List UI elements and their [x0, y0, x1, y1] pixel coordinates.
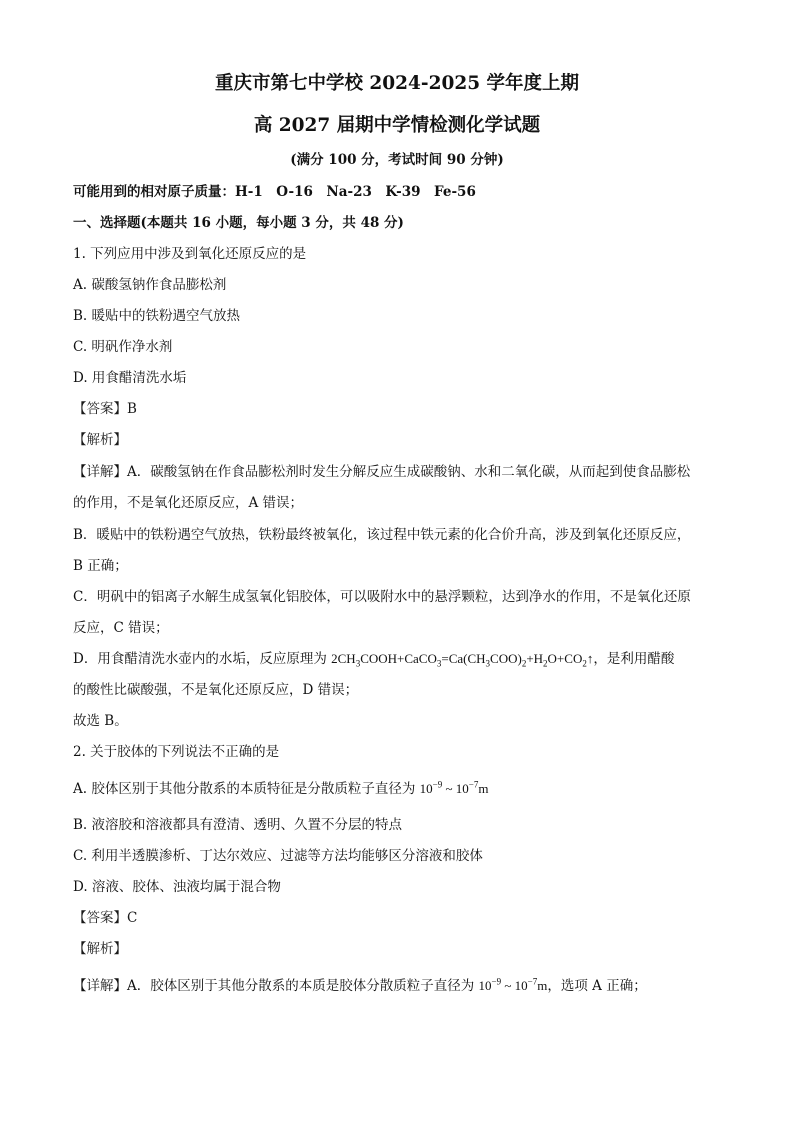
- chemical-equation: $2CH_3COOH+CaCO_3=Ca(CH_3COO)_2+H_2O+CO_2↑$: [331, 651, 594, 669]
- q1-detail-d-line2: 的酸性比碳酸强，不是氧化还原反应，D 错误；: [73, 682, 359, 698]
- particle-size-range: $10^{-9}$ ~ $10^{-7}m$: [478, 976, 548, 993]
- q2-option-c: C. 利用半透膜渗析、丁达尔效应、过滤等方法均能够区分溶液和胶体: [73, 848, 483, 864]
- q1-detail-line: B．暖贴中的铁粉遇空气放热，铁粉最终被氧化，该过程中铁元素的化合价升高，涉及到氧化还原反应，: [73, 527, 691, 543]
- q1-detail-d-suffix: ，是利用醋酸: [593, 651, 675, 667]
- q1-detail-d-line: [73, 650, 674, 668]
- q1-option-c: C. 明矾作净水剂: [73, 339, 173, 355]
- q1-detail-line: 反应，C 错误；: [73, 620, 169, 636]
- particle-size-range: $10^{-9}$ ~ $10^{-7}m$: [419, 779, 489, 796]
- q2-answer: 【答案】C: [73, 910, 138, 926]
- q1-detail-line: 的作用，不是氧化还原反应，A 错误；: [73, 495, 304, 511]
- atomic-mass-line: 可能用到的相对原子质量：H-1 O-16 Na-23 K-39 Fe-56: [73, 184, 476, 200]
- q1-option-d: D. 用食醋清洗水垢: [73, 370, 187, 386]
- q1-detail-line: 【详解】A．碳酸氢钠在作食品膨松剂时发生分解反应生成碳酸钠、水和二氧化碳，从而起到使食品膨松: [73, 464, 691, 480]
- q2-detail-prefix: 【详解】A．胶体区别于其他分散系的本质是胶体分散质粒子直径为: [73, 978, 479, 994]
- q2-detail-line: [73, 977, 647, 995]
- q1-analysis-heading: 【解析】: [73, 432, 127, 448]
- q1-detail-line: C．明矾中的铝离子水解生成氢氧化铝胶体，可以吸附水中的悬浮颗粒，达到净水的作用，不是氧化还原: [73, 589, 691, 605]
- exam-title-line2: 高 2027 届期中学情检测化学试题: [253, 115, 541, 136]
- q2-option-a: [73, 780, 488, 798]
- q1-option-b: B. 暖贴中的铁粉遇空气放热: [73, 308, 241, 324]
- q1-option-a: A. 碳酸氢钠作食品膨松剂: [73, 277, 227, 293]
- q1-detail-d-prefix: D．用食醋清洗水壶内的水垢，反应原理为: [73, 651, 332, 667]
- q2-analysis-heading: 【解析】: [73, 941, 127, 957]
- q1-stem: 1. 下列应用中涉及到氧化还原反应的是: [73, 246, 307, 262]
- q1-answer: 【答案】B: [73, 401, 137, 417]
- exam-subtitle: (满分 100 分，考试时间 90 分钟): [290, 152, 504, 168]
- q2-stem: 2. 关于胶体的下列说法不正确的是: [73, 744, 280, 760]
- q1-detail-line: B 正确；: [73, 558, 128, 574]
- q1-conclusion: 故选 B。: [73, 713, 128, 729]
- q2-detail-suffix: ，选项 A 正确；: [547, 978, 647, 994]
- section-title: 一、选择题(本题共 16 小题，每小题 3 分，共 48 分): [73, 215, 404, 231]
- q2-option-b: B. 液溶胶和溶液都具有澄清、透明、久置不分层的特点: [73, 817, 403, 833]
- q2-option-a-text: A. 胶体区别于其他分散系的本质特征是分散质粒子直径为: [73, 781, 420, 797]
- exam-title-line1: 重庆市第七中学校 2024-2025 学年度上期: [214, 73, 580, 94]
- q2-option-d: D. 溶液、胶体、浊液均属于混合物: [73, 879, 281, 895]
